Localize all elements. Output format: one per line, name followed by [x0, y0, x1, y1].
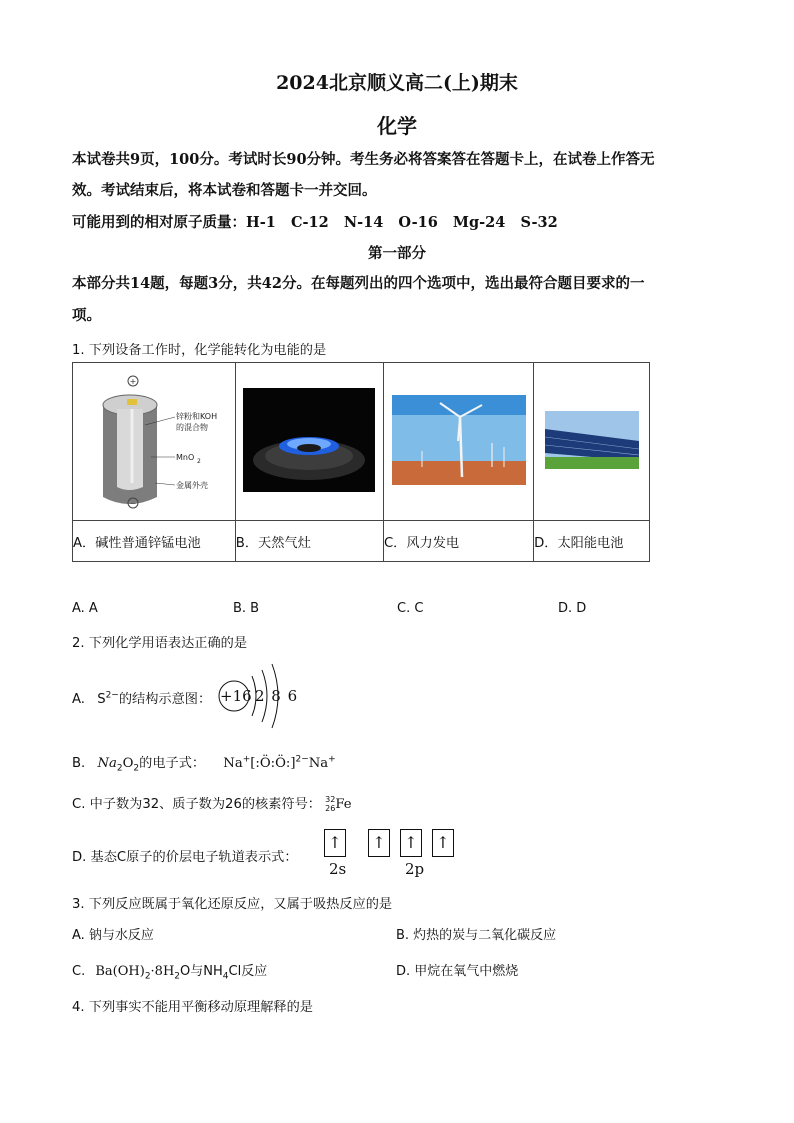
- battery-image-cell: [73, 363, 236, 521]
- orbital-2p-box-1: ↑: [368, 829, 390, 857]
- sulfide-shells: 2 8 6: [255, 687, 298, 705]
- option-d-label: D．太阳能电池: [534, 521, 650, 562]
- sulfide-nucleus: +16: [220, 687, 252, 705]
- q2-c-atomic-number: 26: [325, 804, 336, 813]
- q1-choice-d[interactable]: D. D: [558, 601, 587, 616]
- orbital-2p-box-3: ↑: [432, 829, 454, 857]
- q3-stem: 3. 下列反应既属于氧化还原反应，又属于吸热反应的是: [72, 897, 393, 912]
- part-desc-2: 项。: [72, 307, 101, 324]
- q3-c-sub3: 4: [222, 971, 229, 982]
- solar-panel-image-cell: [534, 363, 650, 521]
- gas-stove-image-cell: [235, 363, 383, 521]
- q3-c-sub2: 2: [174, 971, 181, 982]
- atomic-masses: 可能用到的相对原子质量：H-1 C-12 N-14 O-16 Mg-24 S-32: [72, 214, 558, 231]
- q3-c-hydrate: ·8H: [150, 964, 175, 979]
- q2-option-d[interactable]: D. 基态C原子的价层电子轨道表示式：: [72, 850, 298, 865]
- q2-a-charge: 2−: [105, 690, 119, 701]
- q3-c-baoh: Ba(OH): [95, 964, 145, 979]
- q2-b-oxygen: O: [122, 756, 134, 771]
- battery-label-mixture: 的混合物: [175, 422, 208, 432]
- q4-stem: 4. 下列事实不能用平衡移动原理解释的是: [72, 1000, 313, 1015]
- q2-c-mass-number: 32: [325, 795, 336, 804]
- q1-choice-a[interactable]: A. A: [72, 601, 98, 616]
- subject-title: 化学: [377, 114, 417, 138]
- q2-c-symbol: Fe: [335, 797, 352, 812]
- q2-b-peroxide-charge: 2−: [295, 754, 309, 765]
- q2-b-na-right-charge: +: [328, 754, 336, 765]
- battery-minus-label: −: [129, 498, 137, 508]
- battery-label-mno2: MnO: [175, 452, 195, 462]
- q2-a-ion: S: [97, 692, 106, 707]
- q2-b-formula: Na: [97, 756, 117, 771]
- option-c-label: C．风力发电: [383, 521, 533, 562]
- battery-label-shell: 金属外壳: [175, 480, 208, 490]
- q2-option-b[interactable]: [72, 752, 336, 774]
- zinc-manganese-battery-image: [75, 365, 233, 515]
- q2-b-peroxide: [:Ö:Ö:]: [250, 756, 296, 771]
- q2-b-na-left: Na: [223, 756, 243, 771]
- option-b-label: B．天然气灶: [235, 521, 383, 562]
- option-a-label: A．碱性普通锌锰电池: [73, 521, 236, 562]
- battery-label-mno2-sub: 2: [196, 457, 201, 465]
- q2-b-na-left-charge: +: [242, 754, 251, 765]
- page-title: 2024北京顺义高二(上)期末: [276, 72, 518, 94]
- q2-c-text: C. 中子数为32、质子数为26的核素符号：: [72, 797, 321, 812]
- q3-choice-a[interactable]: A. 钠与水反应: [72, 928, 154, 943]
- orbital-2s-box: ↑: [324, 829, 346, 857]
- q3-choice-d[interactable]: D. 甲烷在氧气中燃烧: [396, 964, 519, 979]
- q2-b-sub2: 2: [133, 763, 140, 774]
- orbital-2p-label: 2p: [405, 860, 425, 878]
- q2-option-c[interactable]: [72, 793, 352, 813]
- battery-label-zinc-koh: 锌粉和KOH: [175, 411, 218, 421]
- q2-b-prefix: B.: [72, 756, 86, 771]
- q1-choice-b[interactable]: B. B: [233, 601, 260, 616]
- battery-plus-label: +: [129, 376, 137, 386]
- part-desc-1: 本部分共14题，每题3分，共42分。在每题列出的四个选项中，选出最符合题目要求的一: [72, 275, 645, 292]
- q3-c-water-and: O与NH: [180, 964, 223, 979]
- solar-panel-image: [545, 411, 639, 469]
- q3-c-sub: 2: [144, 971, 151, 982]
- orbital-2s-label: 2s: [329, 860, 347, 878]
- intro-line-2: 效。考试结束后，将本试卷和答题卡一并交回。: [72, 182, 377, 199]
- q3-choice-c[interactable]: [72, 960, 267, 982]
- q2-b-sub1: 2: [116, 763, 123, 774]
- q1-options-table: [72, 362, 650, 562]
- q1-stem: 1. 下列设备工作时，化学能转化为电能的是: [72, 343, 327, 358]
- orbital-2p-box-2: ↑: [400, 829, 422, 857]
- part-title: 第一部分: [368, 245, 426, 262]
- wind-power-image-cell: [383, 363, 533, 521]
- wind-turbine-image: [392, 395, 526, 485]
- q2-a-text: 的结构示意图：: [118, 692, 212, 707]
- q2-b-text: 的电子式：: [139, 756, 206, 771]
- q2-option-a[interactable]: [72, 688, 211, 707]
- q3-c-end: Cl反应: [228, 964, 268, 979]
- q2-c-nuclide-numbers: [325, 795, 335, 813]
- intro-line-1: 本试卷共9页，100分。考试时长90分钟。考生务必将答案答在答题卡上，在试卷上作答无: [72, 151, 655, 168]
- q2-a-prefix: A.: [72, 692, 85, 707]
- q2-stem: 2. 下列化学用语表达正确的是: [72, 636, 248, 651]
- q2-b-na-right: Na: [308, 756, 329, 771]
- gas-stove-image: [243, 388, 375, 492]
- q1-choice-c[interactable]: C. C: [397, 601, 424, 616]
- q3-c-prefix: C.: [72, 964, 86, 979]
- q3-choice-b[interactable]: B. 灼热的炭与二氧化碳反应: [396, 928, 557, 943]
